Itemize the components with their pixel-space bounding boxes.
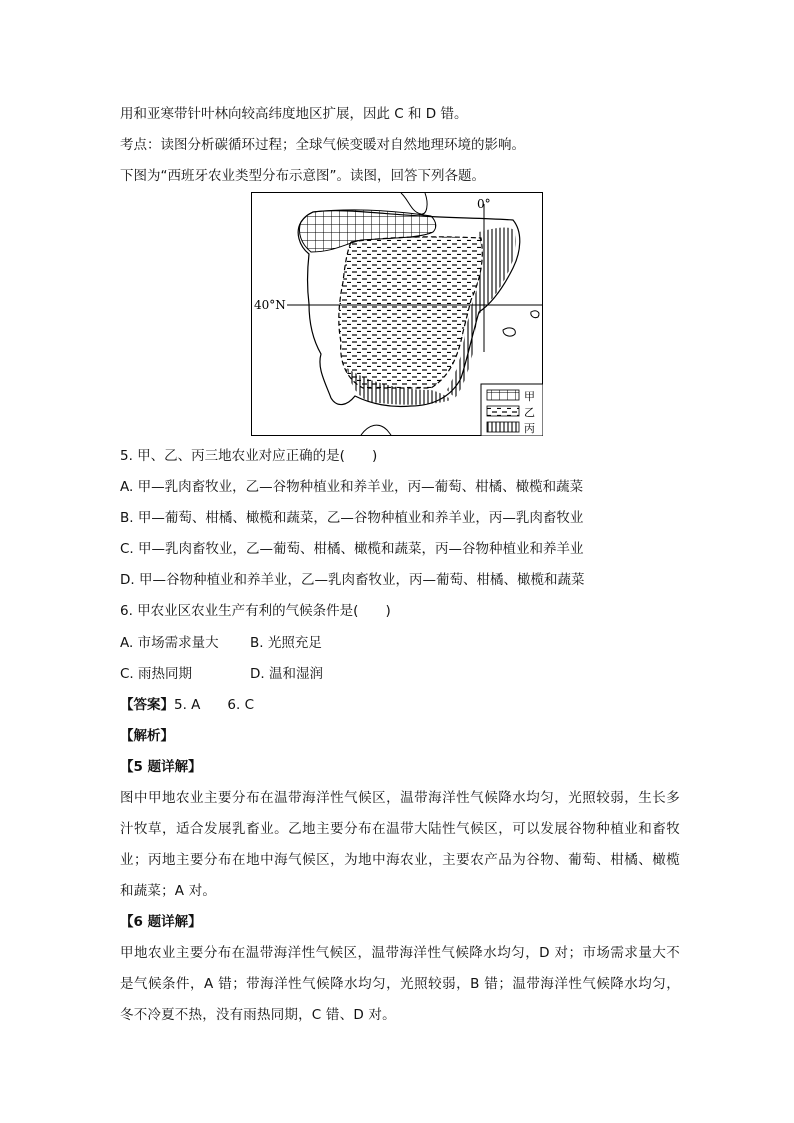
q5-stem: 5. 甲、乙、丙三地农业对应正确的是( ): [120, 448, 378, 464]
analysis-title: 【解析】: [120, 728, 174, 744]
answer-text: 5. A 6. C: [174, 697, 255, 713]
spain-agriculture-map: [251, 192, 543, 436]
q6-option-b: B. 光照充足: [250, 635, 322, 651]
intro-line-3: 下图为“西班牙农业类型分布示意图”。读图，回答下列各题。: [120, 168, 485, 184]
answer-line: [120, 695, 254, 715]
q6-stem: 6. 甲农业区农业生产有利的气候条件是( ): [120, 603, 391, 619]
legend-swatch-bing: [487, 422, 519, 432]
legend-label-jia: 甲: [524, 390, 535, 403]
q5-option-d: D. 甲—谷物种植业和养羊业，乙—乳肉畜牧业，丙—葡萄、柑橘、橄榄和蔬菜: [120, 572, 585, 588]
detail6-text: 甲地农业主要分布在温带海洋性气候区，温带海洋性气候降水均匀，D 对；市场需求量大不是气候条件，A 错；带海洋性气候降水均匀，光照较弱，B 错；温带海洋性气候降水均匀，冬不冷夏不热，没有雨热同期，C 错、D 对。: [120, 945, 680, 1023]
legend-swatch-jia: [487, 390, 519, 400]
meridian-label: 0°: [477, 197, 491, 211]
legend-label-bing: 丙: [524, 422, 535, 435]
map-legend: [481, 384, 543, 436]
legend-swatch-yi: [487, 406, 519, 416]
legend-label-yi: 乙: [524, 406, 535, 419]
q5-option-b: B. 甲—葡萄、柑橘、橄榄和蔬菜，乙—谷物种植业和养羊业，丙—乳肉畜牧业: [120, 510, 584, 526]
parallel-label: 40°N: [254, 298, 286, 312]
q6-option-d: D. 温和湿润: [250, 666, 323, 682]
detail6-title: 【6 题详解】: [120, 914, 202, 930]
detail5-title: 【5 题详解】: [120, 759, 202, 775]
q5-option-a: A. 甲—乳肉畜牧业，乙—谷物种植业和养羊业，丙—葡萄、柑橘、橄榄和蔬菜: [120, 479, 584, 495]
detail5-text: 图中甲地农业主要分布在温带海洋性气候区，温带海洋性气候降水均匀，光照较弱，生长多汁牧草，适合发展乳畜业。乙地主要分布在温带大陆性气候区，可以发展谷物种植业和畜牧业；丙地主要分布在地中海气候区，为地中海农业，主要农产品为谷物、葡萄、柑橘、橄榄和蔬菜；A 对。: [120, 790, 680, 899]
q6-option-a: A. 市场需求量大: [120, 635, 219, 651]
q5-option-c: C. 甲—乳肉畜牧业，乙—葡萄、柑橘、橄榄和蔬菜，丙—谷物种植业和养羊业: [120, 541, 584, 557]
answer-label: 【答案】: [120, 697, 174, 713]
intro-line-1: 用和亚寒带针叶林向较高纬度地区扩展，因此 C 和 D 错。: [120, 106, 468, 122]
q6-option-c: C. 雨热同期: [120, 666, 193, 682]
intro-line-2: 考点：读图分析碳循环过程；全球气候变暖对自然地理环境的影响。: [120, 137, 525, 153]
